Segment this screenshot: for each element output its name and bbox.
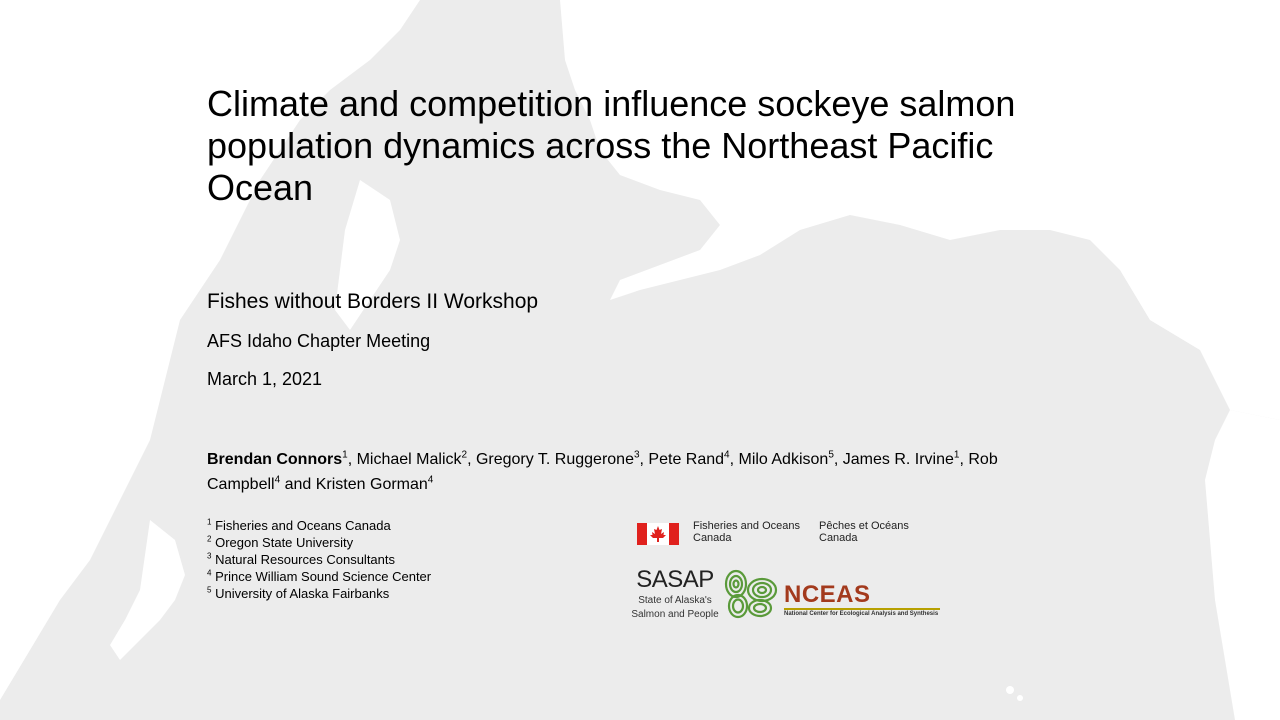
nceas-wordmark: NCEAS (784, 581, 871, 608)
affiliation-item: $^5$ University of Alaska Fairbanks (207, 585, 390, 601)
hawaii-island (1017, 695, 1023, 701)
author-name: Brendan Connors (207, 451, 343, 468)
affiliation-item: $^1$ Fisheries and Oceans Canada (207, 517, 391, 533)
author-name: Gregory T. Ruggerone (475, 451, 634, 468)
japan-islands (110, 520, 185, 660)
author-name: Kristen Gorman (315, 476, 428, 493)
dfo-english-name: Fisheries and Oceans Canada (693, 520, 800, 544)
author-affiliation-number: 4 (274, 474, 281, 486)
alaska-landmass (560, 0, 1280, 420)
workshop-name: Fishes without Borders II Workshop (207, 290, 539, 313)
author-name: Milo Adkison (738, 451, 829, 468)
dfo-logo (637, 520, 937, 550)
nceas-logo (722, 568, 942, 622)
sasap-wordmark: SASAP (636, 566, 714, 593)
author-affiliation-number: 3 (633, 449, 640, 461)
author-name: Pete Rand (648, 451, 725, 468)
hawaii-island (1006, 686, 1014, 694)
author-name: James R. Irvine (842, 451, 954, 468)
sasap-tagline-2: Salmon and People (631, 609, 719, 620)
author-name: Rob Campbell (207, 451, 998, 493)
affiliation-item: $^2$ Oregon State University (207, 534, 354, 550)
author-name: Michael Malick (356, 451, 462, 468)
author-affiliation-number: 1 (342, 449, 348, 461)
butterfly-icon (722, 568, 782, 620)
affiliation-item: $^3$ Natural Resources Consultants (207, 551, 395, 567)
author-affiliation-number: 4 (427, 474, 434, 486)
canada-flag-icon (637, 523, 679, 545)
presentation-date: March 1, 2021 (207, 369, 323, 389)
author-list: Brendan Connors$^1$, Michael Malick$^2$, Gregory T. Ruggerone$^3$, Pete Rand$^4$, Milo Adkison$^5$, James R. Irvine$^1$, Rob Campbell$^4$ and Kristen Gorman$^4$ (207, 449, 998, 493)
north-america-coast (1205, 410, 1280, 720)
author-affiliation-number: 2 (461, 449, 468, 461)
affiliation-item: $^4$ Prince William Sound Science Center (207, 568, 432, 584)
sasap-tagline-1: State of Alaska's (638, 595, 712, 606)
dfo-french-name: Pêches et Océans Canada (819, 520, 909, 544)
affiliation-list (207, 517, 431, 602)
sasap-logo (628, 566, 722, 622)
slide-title: Climate and competition influence sockeye salmon population dynamics across the Northeast Pacific Ocean (207, 83, 1016, 208)
author-affiliation-number: 5 (828, 449, 834, 461)
meeting-name: AFS Idaho Chapter Meeting (207, 331, 431, 351)
nceas-tagline: National Center for Ecological Analysis and Synthesis (784, 611, 939, 617)
nceas-divider (784, 608, 940, 610)
author-affiliation-number: 4 (724, 449, 730, 461)
author-affiliation-number: 1 (953, 449, 960, 461)
